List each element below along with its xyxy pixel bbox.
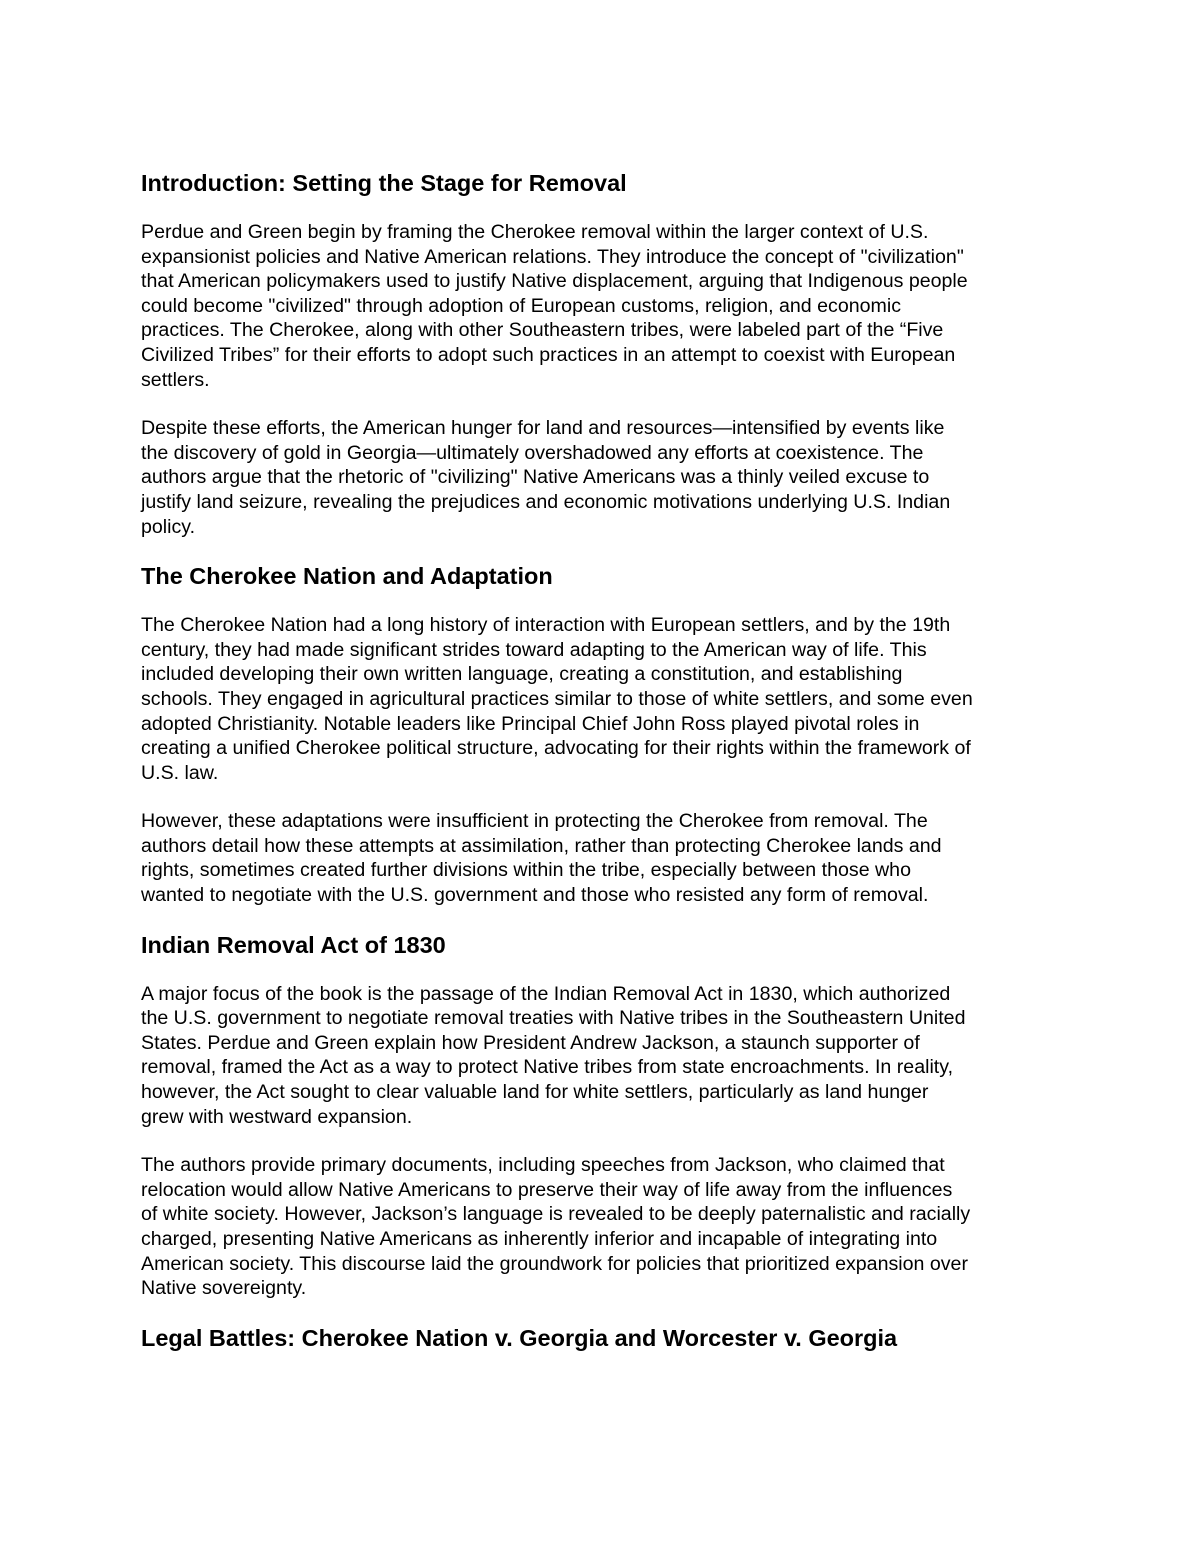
section-heading-legal-battles: Legal Battles: Cherokee Nation v. Georgia and Worcester v. Georgia (141, 1324, 898, 1351)
paragraph-introduction-2: Despite these efforts, the American hunger for land and resources—intensified by events like the discovery of gold in Georgia—ultimately overshadowed any efforts at coexistence. The authors argue that the rhetoric of "civilizing" Native Americans was a thinly veiled excuse to justify land seizure, revealing the prejudices and economic motivations underlying U.S. Indian policy. (141, 417, 951, 538)
paragraph-cherokee-nation-2: However, these adaptations were insufficient in protecting the Cherokee from removal. The authors detail how these attempts at assimilation, rather than protecting Cherokee lands and rights, sometimes created further divisions within the tribe, especially between those who wanted to negotiate with the U.S. government and those who resisted any form of removal. (141, 810, 942, 907)
paragraph-cherokee-nation-1: The Cherokee Nation had a long history of interaction with European settlers, and by the 19th century, they had made significant strides toward adapting to the American way of life. This included developing their own written language, creating a constitution, and establishing schools. They engaged in agricultural practices similar to those of white settlers, and some even adopted Christianity. Notable leaders like Principal Chief John Ross played pivotal roles in creating a unified Cherokee political structure, advocating for their rights within the framework of U.S. law. (141, 614, 973, 784)
document-page (141, 168, 1061, 1353)
paragraph-introduction-1: Perdue and Green begin by framing the Cherokee removal within the larger context of U.S. expansionist policies and Native American relations. They introduce the concept of "civilization" that American policymakers used to justify Native displacement, arguing that Indigenous people could become "civilized" through adoption of European customs, religion, and economic practices. The Cherokee, along with other Southeastern tribes, were labeled part of the “Five Civilized Tribes” for their efforts to adopt such practices in an attempt to coexist with European settlers. (141, 221, 968, 391)
paragraph-removal-act-2: The authors provide primary documents, including speeches from Jackson, who claimed that relocation would allow Native Americans to preserve their way of life away from the influences of white society. However, Jackson’s language is revealed to be deeply paternalistic and racially charged, presenting Native Americans as inherently inferior and incapable of integrating into American society. This discourse laid the groundwork for policies that prioritized expansion over Native sovereignty. (141, 1154, 971, 1300)
paragraph-removal-act-1: A major focus of the book is the passage of the Indian Removal Act in 1830, which authorized the U.S. government to negotiate removal treaties with Native tribes in the Southeastern United States. Perdue and Green explain how President Andrew Jackson, a staunch supporter of removal, framed the Act as a way to protect Native tribes from state encroachments. In reality, however, the Act sought to clear valuable land for white settlers, particularly as land hunger grew with westward expansion. (141, 982, 966, 1128)
section-heading-introduction: Introduction: Setting the Stage for Removal (141, 170, 627, 196)
section-heading-removal-act: Indian Removal Act of 1830 (141, 931, 446, 958)
section-heading-cherokee-nation: The Cherokee Nation and Adaptation (141, 563, 553, 590)
